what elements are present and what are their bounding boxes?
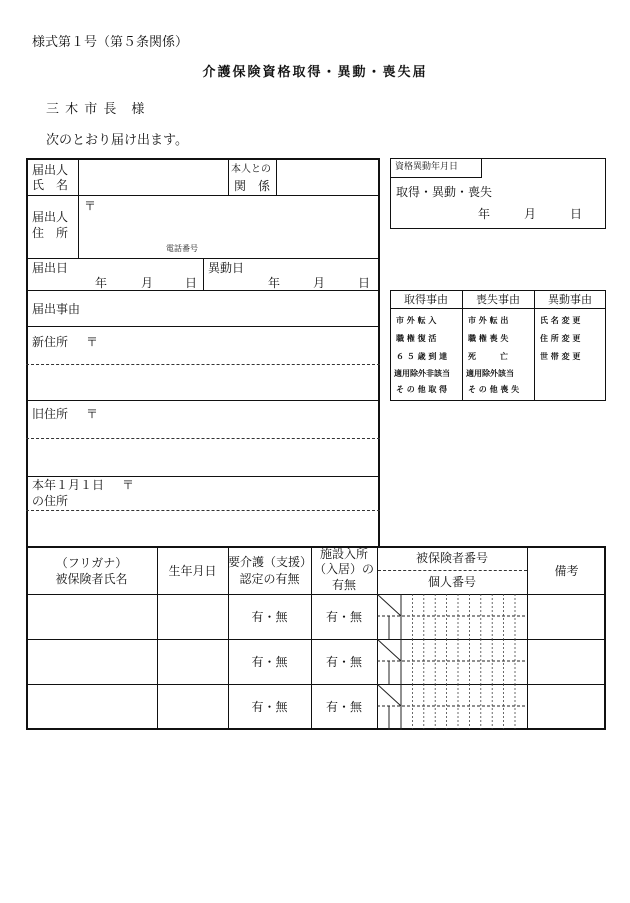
reason-label: 届出事由 — [32, 302, 81, 316]
change-month-label: 月 — [313, 276, 326, 290]
form-number: 様式第１号（第５条関係） — [32, 35, 189, 50]
applicant-address-field[interactable] — [79, 196, 379, 236]
applicant-name-label: 届出人 — [32, 163, 69, 177]
reason-item: ６ ５ 歳 到 達 — [396, 351, 448, 361]
facility-yes-no[interactable]: 有・無 — [325, 700, 362, 714]
facility-yes-no[interactable]: 有・無 — [325, 610, 362, 624]
new-address-field[interactable] — [100, 328, 378, 398]
header-care-cert-2: 認定の有無 — [239, 572, 300, 586]
box-year-label: 年 — [478, 207, 491, 221]
reasons-header-loss: 喪失事由 — [476, 293, 520, 306]
header-remarks: 備考 — [554, 564, 579, 578]
reason-field[interactable] — [80, 292, 378, 324]
reason-item: 職 権 復 活 — [396, 333, 437, 343]
new-address-label: 新住所 — [32, 335, 69, 349]
header-insured-number: 被保険者番号 — [415, 551, 488, 565]
reason-item: 職 権 喪 失 — [468, 333, 509, 343]
change-year-label: 年 — [268, 276, 281, 290]
applicant-address-label-2: 住 所 — [32, 226, 69, 240]
reason-item: 適用除外非該当 — [394, 368, 450, 378]
box-month-label: 月 — [524, 207, 537, 221]
reasons-header-acquire: 取得事由 — [404, 293, 448, 306]
relation-label-2: 関 係 — [234, 179, 271, 193]
birthdate-field[interactable] — [159, 686, 227, 728]
header-facility: 施設入所 — [319, 547, 368, 561]
postal-mark-icon: 〒 — [84, 199, 97, 213]
addressee: 三 木 市 長 様 — [46, 102, 146, 117]
facility-yes-no[interactable]: 有・無 — [325, 655, 362, 669]
header-personal-number: 個人番号 — [427, 575, 476, 589]
jan1-address-label: 本年１月１日 — [32, 478, 105, 492]
jan1-address-label-2: の住所 — [32, 494, 69, 508]
reason-item: 氏 名 変 更 — [540, 315, 581, 325]
care-cert-yes-no[interactable]: 有・無 — [251, 655, 288, 669]
box-day-label: 日 — [570, 207, 583, 221]
insured-name-field[interactable] — [28, 596, 156, 638]
header-facility-2: （入居）の — [313, 562, 374, 576]
change-type-text: 取得・異動・喪失 — [396, 185, 493, 199]
notify-day-label: 日 — [185, 276, 198, 290]
birthdate-field[interactable] — [159, 596, 227, 638]
care-cert-yes-no[interactable]: 有・無 — [251, 610, 288, 624]
notify-month-label: 月 — [141, 276, 154, 290]
header-birthdate: 生年月日 — [168, 564, 217, 578]
reason-item: 適用除外該当 — [466, 368, 514, 378]
number-grid[interactable] — [377, 594, 527, 730]
remarks-field[interactable] — [529, 686, 604, 728]
page-title: 介護保険資格取得・異動・喪失届 — [202, 65, 428, 80]
header-name-kana: （フリガナ） — [55, 556, 128, 570]
reason-item: 死 亡 — [468, 351, 508, 361]
notify-date-label: 届出日 — [32, 261, 69, 275]
applicant-name-field[interactable] — [79, 159, 227, 194]
remarks-field[interactable] — [529, 596, 604, 638]
old-address-field[interactable] — [100, 402, 378, 474]
change-date-label: 異動日 — [208, 261, 245, 275]
insured-name-field[interactable] — [28, 641, 156, 683]
old-address-label: 旧住所 — [32, 407, 69, 421]
relation-field[interactable] — [277, 159, 379, 194]
reason-item: そ の 他 取 得 — [396, 384, 448, 394]
reason-item: 市 外 転 入 — [396, 315, 437, 325]
jan1-address-field[interactable] — [136, 478, 378, 546]
header-care-cert: 要介護（支援） — [228, 555, 313, 569]
reason-item: 住 所 変 更 — [540, 333, 581, 343]
postal-mark-icon: 〒 — [86, 407, 99, 421]
header-name: 被保険者氏名 — [55, 572, 128, 586]
reason-item: 市 外 転 出 — [468, 315, 509, 325]
care-cert-yes-no[interactable]: 有・無 — [251, 700, 288, 714]
relation-label: 本人との — [231, 164, 271, 175]
header-facility-3: 有無 — [331, 578, 356, 592]
insured-name-field[interactable] — [28, 686, 156, 728]
remarks-field[interactable] — [529, 641, 604, 683]
notify-year-label: 年 — [95, 276, 108, 290]
reason-item: 世 帯 変 更 — [540, 351, 581, 361]
phone-label: 電話番号 — [166, 244, 198, 253]
applicant-address-label: 届出人 — [32, 210, 69, 224]
birthdate-field[interactable] — [159, 641, 227, 683]
applicant-name-label-2: 氏 名 — [32, 178, 69, 192]
intro-text: 次のとおり届け出ます。 — [46, 133, 188, 148]
change-date-box-label: 資格異動年月日 — [395, 162, 459, 172]
reasons-header-change: 異動事由 — [548, 293, 592, 306]
reason-item: そ の 他 喪 失 — [468, 384, 520, 394]
postal-mark-icon: 〒 — [86, 335, 99, 349]
postal-mark-icon: 〒 — [122, 478, 135, 492]
change-day-label: 日 — [358, 276, 371, 290]
